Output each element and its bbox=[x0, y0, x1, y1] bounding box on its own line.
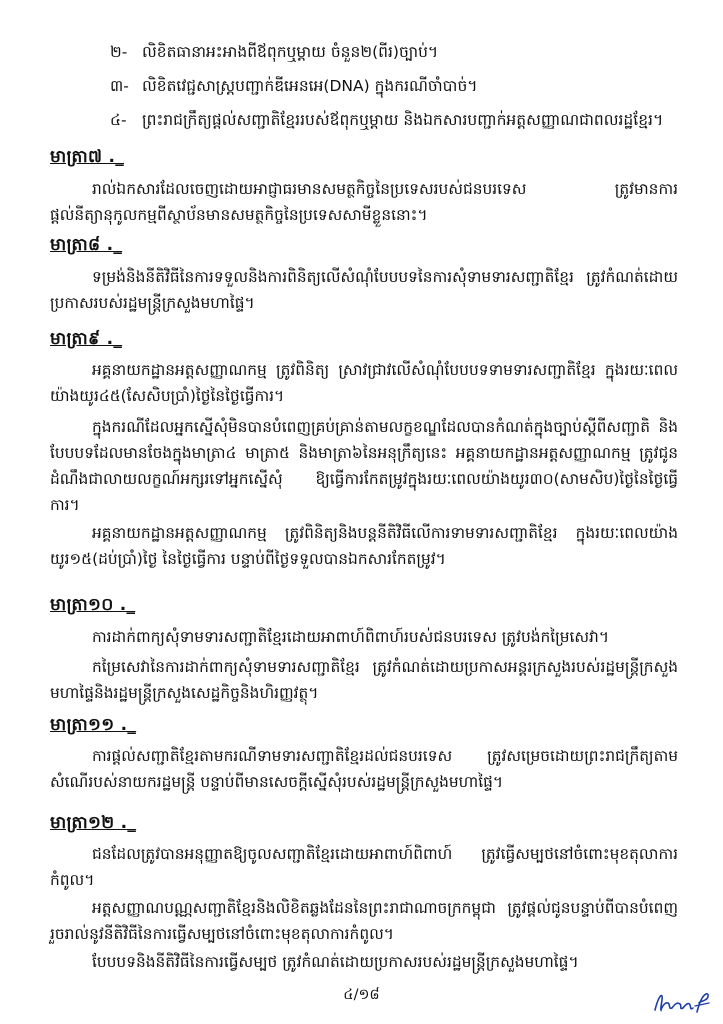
list-item-text: ព្រះរាជក្រឹត្យផ្តល់សញ្ជាតិខ្មែររបស់ឪពុកឬម្តាយ និងឯកសារបញ្ជាក់អត្តសញ្ញាណជាពលរដ្ឋខ្មែរ។ bbox=[142, 111, 664, 129]
article-11-paragraph-1: ការផ្តល់សញ្ជាតិខ្មែរតាមករណីទាមទារសញ្ជាតិខ្មែរដល់ជនបរទេស ត្រូវសម្រេចដោយព្រះរាជក្រឹត្យតាមសំណើរបស់នាយករដ្ឋមន្ត្រី បន្ទាប់ពីមានសេចក្តីស្នើសុំរបស់រដ្ឋមន្ត្រីក្រសួងមហាផ្ទៃ។ bbox=[50, 747, 678, 791]
list-item-number: ៣- bbox=[110, 77, 129, 95]
article-8-paragraph-1: ទម្រង់និងនីតិវិធីនៃការទទួលនិងការពិនិត្យលើសំណុំបែបបទនៃការសុំទាមទារសញ្ជាតិខ្មែរ ត្រូវកំណត់ដោយប្រកាសរបស់រដ្ឋមន្ត្រីក្រសួងមហាផ្ទៃ។ bbox=[50, 268, 678, 312]
list-item-text: លិខិតធានាអះអាងពីឪពុកឬម្តាយ ចំនួន២(ពីរ)ច្បាប់។ bbox=[142, 43, 439, 61]
list-item bbox=[110, 76, 478, 99]
article-10-paragraph-2: កម្រៃសេវានៃការដាក់ពាក្យសុំទាមទារសញ្ជាតិខ្មែរ ត្រូវកំណត់ដោយប្រកាសអន្តរក្រសួងរបស់រដ្ឋមន្ត្រីក្រសួងមហាផ្ទៃនិងរដ្ឋមន្ត្រីក្រសួងសេដ្ឋកិច្ចនិងហិរញ្ញវត្ថុ។ bbox=[50, 658, 678, 702]
article-7-heading: មាត្រា៧ ._ bbox=[50, 147, 125, 167]
handwritten-signature bbox=[652, 990, 712, 1020]
list-item bbox=[110, 42, 438, 65]
article-11-heading: មាត្រា១១ ._ bbox=[50, 715, 137, 735]
list-item bbox=[110, 110, 663, 133]
article-9-heading: មាត្រា៩ ._ bbox=[50, 329, 123, 349]
article-12-heading: មាត្រា១២ ._ bbox=[50, 813, 137, 833]
article-10-heading: មាត្រា១០ ._ bbox=[50, 595, 136, 615]
list-item-number: ៤- bbox=[110, 111, 127, 129]
page-number: ៤/១៨ bbox=[343, 987, 380, 1003]
article-9-paragraph-2: ក្នុងករណីដែលអ្នកស្នើសុំមិនបានបំពេញគ្រប់គ្រាន់តាមលក្ខខណ្ឌដែលបានកំណត់ក្នុងច្បាប់ស្តីពីសញ្ជាតិ និងបែបបទដែលមានចែងក្នុងមាត្រា៤ មាត្រា៥ និងមាត្រា៦នៃអនុក្រឹត្យនេះ អគ្គនាយកដ្ឋានអត្តសញ្ញាណកម្ម ត្រូវជូនដំណឹងជាលាយលក្ខណ៍អក្សរទៅអ្នកស្នើសុំ ឱ្យធ្វើការកែតម្រូវក្នុងរយៈពេលយ៉ាងយូរ៣០(សាមសិប)ថ្ងៃនៃថ្ងៃធ្វើការ។ bbox=[50, 418, 678, 514]
article-12-paragraph-2: អត្តសញ្ញាណបណ្ណសញ្ជាតិខ្មែរនិងលិខិតឆ្លងដែននៃព្រះរាជាណាចក្រកម្ពុជា ត្រូវផ្តល់ជូនបន្ទាប់ពីបានបំពេញរួចរាល់នូវនីតិវិធីនៃការធ្វើសម្បថនៅចំពោះមុខតុលាការកំពូល។ bbox=[50, 899, 678, 943]
article-10-paragraph-1: ការដាក់ពាក្យសុំទាមទារសញ្ជាតិខ្មែរដោយអាពាហ៍ពិពាហ៍របស់ជនបរទេស ត្រូវបង់កម្រៃសេវា។ bbox=[92, 628, 609, 646]
article-12-paragraph-3: បែបបទនិងនីតិវិធីនៃការធ្វើសម្បថ ត្រូវកំណត់ដោយប្រកាសរបស់រដ្ឋមន្ត្រីក្រសួងមហាផ្ទៃ។ bbox=[92, 953, 579, 971]
list-item-text: លិខិតវេជ្ជសាស្ត្របញ្ជាក់ឌីអេនអេ(DNA) ក្នុងករណីចាំបាច់។ bbox=[142, 77, 478, 95]
article-8-heading: មាត្រា៨ ._ bbox=[50, 235, 123, 255]
list-item-number: ២- bbox=[110, 43, 128, 61]
article-7-paragraph-1: រាល់ឯកសារដែលចេញដោយអាជ្ញាធរមានសមត្ថកិច្ចនៃប្រទេសរបស់ជនបរទេស ត្រូវមានការផ្តល់នីត្យានុកូលកម្មពីស្ថាប័នមានសមត្ថកិច្ចនៃប្រទេសសាមីខ្លួននោះ។ bbox=[50, 180, 678, 224]
signature-icon bbox=[652, 990, 712, 1016]
article-9-paragraph-3: អគ្គនាយកដ្ឋានអត្តសញ្ញាណកម្ម ត្រូវពិនិត្យនិងបន្តនីតិវិធីលើការទាមទារសញ្ជាតិខ្មែរ ក្នុងរយៈពេលយ៉ាងយូរ១៥(ដប់ប្រាំ)ថ្ងៃ នៃថ្ងៃធ្វើការ បន្ទាប់ពីថ្ងៃទទួលបានឯកសារកែតម្រូវ។ bbox=[50, 524, 678, 568]
article-9-paragraph-1: អគ្គនាយកដ្ឋានអត្តសញ្ញាណកម្ម ត្រូវពិនិត្យ ស្រាវជ្រាវលើសំណុំបែបបទទាមទារសញ្ជាតិខ្មែរ ក្នុងរយៈពេលយ៉ាងយូរ៤៥(សែសិបប្រាំ)ថ្ងៃនៃថ្ងៃធ្វើការ។ bbox=[50, 361, 678, 405]
article-12-paragraph-1: ជនដែលត្រូវបានអនុញ្ញាតឱ្យចូលសញ្ជាតិខ្មែរដោយអាពាហ៍ពិពាហ៍ ត្រូវធ្វើសម្បថនៅចំពោះមុខតុលាការកំពូល។ bbox=[50, 845, 678, 889]
